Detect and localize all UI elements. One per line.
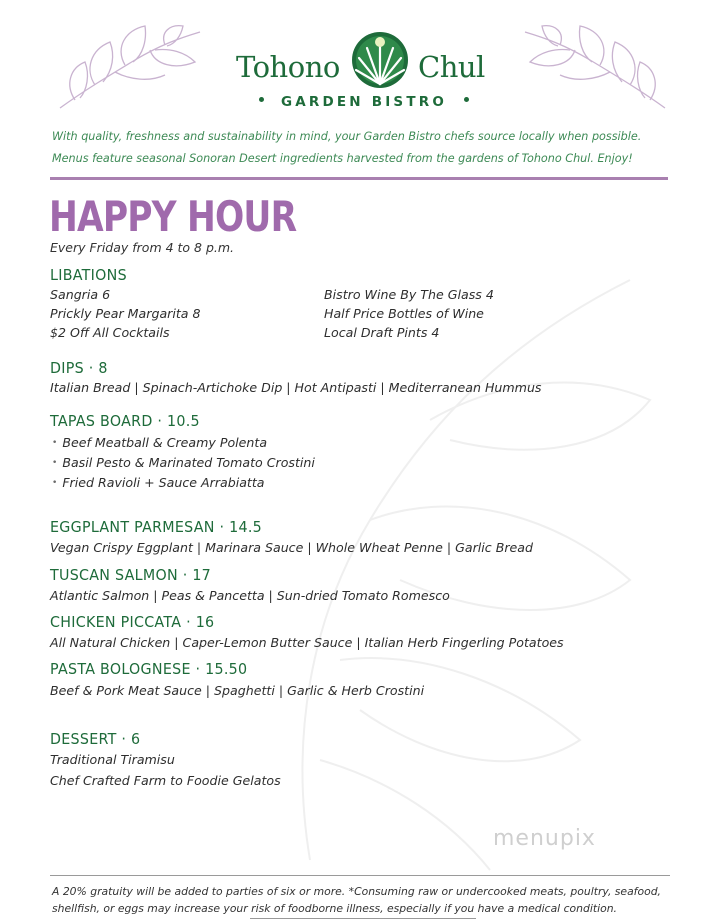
background-leaf-icon [250,260,670,880]
salmon-heading: TUSCAN SALMON · 17 [50,566,212,584]
tapas-item [52,475,265,490]
salmon-description: Atlantic Salmon | Peas & Pancetta | Sun-dried Tomato Romesco [50,588,450,603]
header-divider [50,177,668,180]
bullet-icon: • [52,458,58,468]
footer-note-line-1: A 20% gratuity will be added to parties of six or more. *Consuming raw or undercooked meats, poultry, seafood, [52,885,661,898]
dips-heading: DIPS · 8 [50,359,108,377]
eggplant-heading: EGGPLANT PARMESAN · 14.5 [50,518,263,536]
tagline-line-2: Menus feature seasonal Sonoran Desert ingredients harvested from the gardens of Tohono Chul. Enjoy! [52,152,633,165]
dessert-heading: DESSERT · 6 [50,730,141,748]
footer-note-line-2: shellfish, or eggs may increase your risk of foodborne illness, especially if you have a medical condition. [52,902,617,915]
bottom-divider [250,918,476,919]
dessert-item: Traditional Tiramisu [50,752,175,767]
tapas-item [52,435,267,450]
libation-item: Prickly Pear Margarita 8 [50,306,201,321]
logo-sub-dot-left [259,97,264,102]
libation-item: Local Draft Pints 4 [324,325,440,340]
logo-sub-dot-right [464,97,469,102]
tapas-item-label: Basil Pesto & Marinated Tomato Crostini [62,455,315,470]
bullet-icon: • [52,478,58,488]
watermark: menupix [493,826,596,851]
tapas-item-label: Fried Ravioli + Sauce Arrabiatta [62,475,265,490]
logo-subtitle: GARDEN BISTRO [280,94,448,110]
eggplant-description: Vegan Crispy Eggplant | Marinara Sauce | Whole Wheat Penne | Garlic Bread [50,540,533,555]
piccata-description: All Natural Chicken | Caper-Lemon Butter Sauce | Italian Herb Fingerling Potatoes [50,635,564,650]
dips-description: Italian Bread | Spinach-Artichoke Dip | Hot Antipasti | Mediterranean Hummus [50,380,542,395]
happy-hour-schedule: Every Friday from 4 to 8 p.m. [50,240,235,255]
logo-agave-emblem-icon [345,30,415,90]
footer-divider [50,875,670,876]
piccata-heading: CHICKEN PICCATA · 16 [50,613,215,631]
tapas-item [52,455,315,470]
botanical-drawing-left-icon [55,20,205,115]
page-title: HAPPY HOUR [49,192,297,241]
libation-item: $2 Off All Cocktails [50,325,170,340]
logo-wordmark-right: Chul [418,50,485,84]
logo-wordmark-left: Tohono [236,50,340,84]
bullet-icon: • [52,438,58,448]
dessert-item: Chef Crafted Farm to Foodie Gelatos [50,773,281,788]
botanical-drawing-right-icon [520,20,670,115]
tapas-heading: TAPAS BOARD · 10.5 [50,412,200,430]
libations-heading: LIBATIONS [50,266,127,284]
tagline-line-1: With quality, freshness and sustainability in mind, your Garden Bistro chefs source locally when possible. [52,130,642,143]
libation-item: Bistro Wine By The Glass 4 [324,287,494,302]
libation-item: Sangria 6 [50,287,111,302]
libation-item: Half Price Bottles of Wine [324,306,484,321]
tapas-item-label: Beef Meatball & Creamy Polenta [62,435,268,450]
bolognese-heading: PASTA BOLOGNESE · 15.50 [50,660,248,678]
bolognese-description: Beef & Pork Meat Sauce | Spaghetti | Garlic & Herb Crostini [50,683,425,698]
